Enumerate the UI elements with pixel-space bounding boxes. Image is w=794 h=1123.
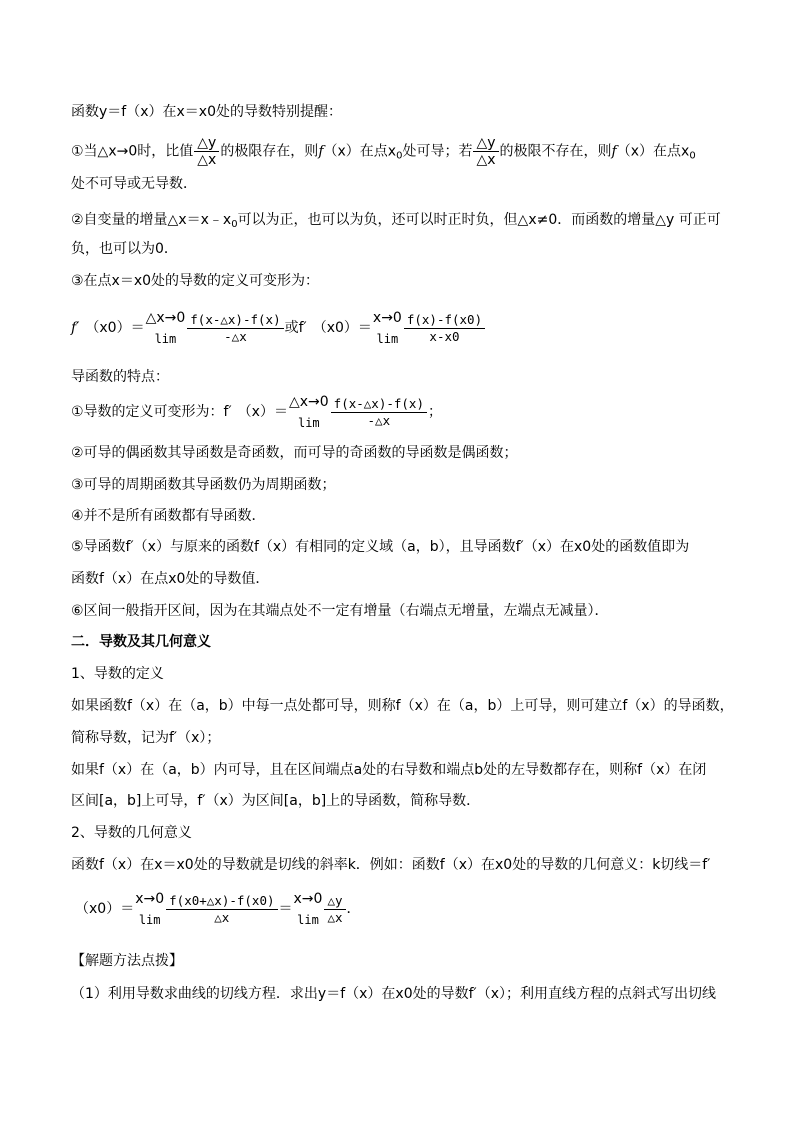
ratio-fraction-1: [194, 135, 219, 168]
limit-3: [289, 394, 329, 430]
limit-2-bot: lim: [376, 332, 399, 346]
formula1-num2: f(x)-f(x0): [404, 312, 485, 329]
p3-text: ③在点x＝x0处的导数的定义可变形为：: [71, 273, 320, 289]
geometric-meaning: [71, 856, 734, 874]
feature-1-text-b: （x）＝: [237, 404, 288, 420]
feature-6: [71, 602, 734, 620]
feature-5-cont: [71, 570, 734, 588]
section-2-heading: [71, 633, 734, 651]
limit-4-top: x→0: [135, 891, 165, 907]
geometric-meaning-text: 函数f（x）在x＝x0处的导数就是切线的斜率k．例如：函数f（x）在x0处的导数的几何意义：k切线＝f′: [71, 857, 711, 873]
p1-text-a: ①当△x→0时，比值: [71, 143, 194, 160]
formula-2: [71, 886, 734, 932]
method-point-1: [71, 985, 734, 1003]
method-heading-text: 【解题方法点拨】: [71, 953, 183, 969]
feature-5: [71, 538, 734, 556]
feature-4: [71, 507, 734, 525]
reminder-point-1: ①当△x→0时，比值 $\frac{\triangle y}{\triangle x}$ 的极限存在，则f（x）在点$x_0$处可导；若 $\frac{\triangle y}{\triangle x}$ 的极限不存在，则f（x）在点$x_0$: [71, 135, 696, 168]
formula1-fraction-2: [404, 312, 485, 345]
feature-1-num: f(x-△x)-f(x): [331, 396, 427, 413]
ratio-den-2: △x: [476, 152, 496, 168]
reminder-title-text: 函数y＝f（x）在x＝x0处的导数特别提醒：: [71, 104, 342, 120]
features-title: [71, 368, 734, 386]
limit-5-top: x→0: [293, 891, 323, 907]
limit-1: [146, 310, 186, 346]
formula2-den: △x: [214, 909, 230, 925]
feature-4-text: ④并不是所有函数都有导函数．: [71, 508, 266, 524]
p1-text-g: 处不可导或无导数．: [71, 176, 197, 192]
limit-3-top: △x→0: [288, 394, 329, 410]
formula2-end: ．: [346, 901, 361, 917]
feature-3-text: ③可导的周期函数其导函数仍为周期函数；: [71, 477, 336, 493]
formula2-fraction: [166, 893, 277, 926]
ratio-num-2: △y: [473, 135, 498, 152]
p1-text-d: 处可导；若: [402, 143, 473, 160]
feature-1-fraction: [331, 396, 427, 429]
feature-2: [71, 444, 734, 462]
reminder-point-1-cont: [71, 175, 734, 193]
feature-5-text-a: ⑤导函数f′（x）与原来的函数f（x）有相同的定义域（a，b），且导函数f′（x）在x0处的函数值即为: [71, 539, 690, 555]
definition-2: [71, 761, 734, 779]
limit-1-top: △x→0: [145, 310, 186, 326]
formula1-fraction: [187, 312, 283, 345]
limit-3-bot: lim: [297, 416, 320, 430]
formula1-or: 或f′: [284, 320, 307, 336]
limit-5: [294, 891, 323, 927]
reminder-point-2: ②自变量的增量$\triangle x=x﹣x_0$可以为正，也可以为负，还可以时正时负，但△x≠0．而函数的增量△y 可正可: [71, 212, 721, 230]
definition-1-cont: [71, 729, 734, 747]
reminder-point-3: [71, 272, 734, 290]
formula2-num2: △y: [324, 893, 345, 910]
definition-2-text-a: 如果f（x）在（a，b）内可导，且在区间端点a处的右导数和端点b处的左导数都存在，则称f（x）在闭: [71, 762, 707, 778]
method-heading: [71, 952, 734, 970]
p1-text-f: 在点x: [653, 143, 690, 160]
reminder-point-2-cont: [71, 240, 734, 258]
feature-1-den: -△x: [367, 412, 391, 428]
sub-heading-1-text: 1、导数的定义: [71, 666, 164, 682]
feature-2-text: ②可导的偶函数其导函数是奇函数，而可导的奇函数的导函数是偶函数；: [71, 445, 518, 461]
ratio-num-1: △y: [194, 135, 219, 152]
formula-1: [71, 305, 734, 351]
sub-heading-2: [71, 824, 734, 842]
fx-2: f: [611, 143, 617, 160]
feature-3: [71, 476, 734, 494]
definition-2-text-b: 区间[a，b]上可导，f′（x）为区间[a，b]上的导函数，简称导数．: [71, 793, 481, 809]
limit-4: [135, 891, 164, 927]
p2-text-b: 可以为正，也可以为负，还可以时正时负，但△x≠0．而函数的增量△y 可正可: [237, 212, 721, 228]
formula2-eq: ＝: [278, 901, 293, 917]
limit-5-bot: lim: [297, 913, 319, 927]
feature-6-text: ⑥区间一般指开区间，因为在其端点处不一定有增量（右端点无增量，左端点无减量）．: [71, 603, 609, 619]
reminder-title: [71, 103, 734, 121]
p2-text-c: 负，也可以为0．: [71, 241, 178, 257]
ratio-fraction-2: [473, 135, 498, 168]
method-point-1-text: （1）利用导数求曲线的切线方程．求出y＝f（x）在x0处的导数f′（x）；利用直线方程的点斜式写出切线: [71, 986, 716, 1002]
definition-1-text-a: 如果函数f（x）在（a，b）中每一点处都可导，则称f（x）在（a，b）上可导，则可建立f（x）的导函数，: [71, 698, 734, 714]
formula1-den2: x-x0: [429, 328, 460, 344]
features-title-text: 导函数的特点：: [71, 369, 169, 385]
feature-1-end: ；: [427, 404, 442, 420]
formula2-num: f(x0+△x)-f(x0): [166, 893, 277, 910]
limit-4-bot: lim: [138, 913, 161, 927]
fx-1: f: [318, 143, 324, 160]
ratio-den-1: △x: [197, 152, 217, 168]
feature-1-text-a: ①导数的定义可变形为：f′: [71, 404, 232, 420]
limit-2: [373, 310, 402, 346]
feature-5-text-b: 函数f（x）在点x0处的导数值．: [71, 571, 270, 587]
sub-heading-2-text: 2、导数的几何意义: [71, 825, 192, 841]
limit-2-top: x→0: [372, 310, 402, 326]
formula1-den: -△x: [224, 328, 247, 344]
feature-1: [71, 392, 734, 432]
p1-text-c: 在点x: [359, 143, 397, 160]
section-2-heading-text: 二．导数及其几何意义: [71, 634, 211, 650]
p2-text-a: ②自变量的增量△x＝x﹣x: [71, 212, 232, 228]
formula1-arg: （x0）＝: [85, 320, 145, 336]
definition-1-text-b: 简称导数，记为f′（x）；: [71, 730, 221, 746]
sub-heading-1: [71, 665, 734, 683]
formula2-fraction-2: [324, 893, 345, 926]
fprime-1: f′: [71, 320, 80, 336]
formula2-arg: （x0）＝: [75, 901, 135, 917]
p1-text-b: 的极限存在，则: [220, 143, 319, 160]
definition-1: [71, 697, 734, 715]
p1-text-e: 的极限不存在，则: [499, 143, 612, 160]
definition-2-cont: [71, 792, 734, 810]
limit-1-bot: lim: [154, 332, 177, 346]
formula1-num: f(x-△x)-f(x): [187, 312, 283, 329]
formula2-den2: △x: [327, 909, 343, 925]
formula1-arg2: （x0）＝: [312, 320, 372, 336]
